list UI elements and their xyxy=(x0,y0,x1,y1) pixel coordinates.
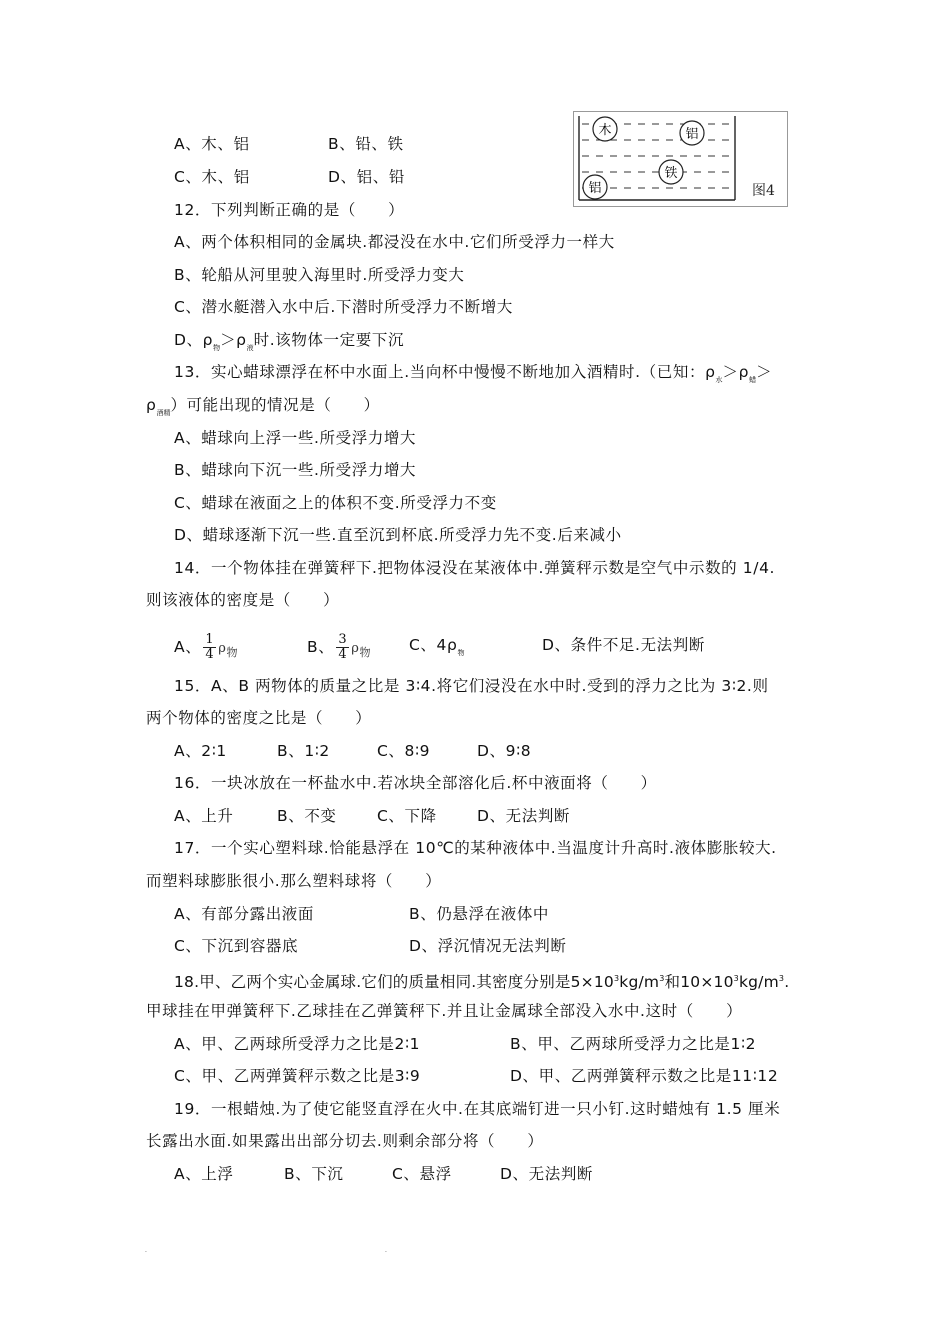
q11-option-b: B、铅、铁 xyxy=(328,135,404,153)
q13-option-c: C、蜡球在液面之上的体积不变.所受浮力不变 xyxy=(174,494,497,512)
q18-option-d: D、甲、乙两弹簧秤示数之比是11∶12 xyxy=(510,1067,779,1085)
q17-option-a: A、有部分露出液面 xyxy=(174,905,315,923)
ball-aluminum-top xyxy=(680,121,704,145)
q18-option-b: B、甲、乙两球所受浮力之比是1∶2 xyxy=(510,1035,757,1053)
q16-option-b: B、不变 xyxy=(277,807,337,825)
q12-option-c: C、潜水艇潜入水中后.下潜时所受浮力不断增大 xyxy=(174,298,513,316)
q19-option-c: C、悬浮 xyxy=(392,1165,452,1183)
q13-option-b: B、蜡球向下沉一些.所受浮力增大 xyxy=(174,461,417,479)
q18-option-a: A、甲、乙两球所受浮力之比是2∶1 xyxy=(174,1035,421,1053)
q12-option-d: D、$\rho_物>\rho_液$时.该物体一定要下沉 xyxy=(174,331,405,352)
q13-stem-line2: $\rho_{酒精}$）可能出现的情况是（ ） xyxy=(146,396,380,417)
q15-option-c: C、8∶9 xyxy=(377,742,431,760)
q15-option-a: A、2∶1 xyxy=(174,742,227,760)
q12-stem: 12．下列判断正确的是（ ） xyxy=(174,201,405,219)
q18-stem-line1: 18.甲、乙两个实心金属球.它们的质量相同.其密度分别是$5\times 10^3kg/m^3$和$10\times 10^3kg/m^3$. xyxy=(174,973,790,992)
ball-iron xyxy=(659,160,683,184)
ball-aluminum-bottom xyxy=(583,175,607,199)
q15-option-d: D、9∶8 xyxy=(477,742,532,760)
footer-dot-left: . xyxy=(145,1247,147,1254)
q17-option-d: D、浮沉情况无法判断 xyxy=(409,937,567,955)
q15-stem-line2: 两个物体的密度之比是（ ） xyxy=(146,709,372,727)
q14-option-d: D、条件不足.无法判断 xyxy=(542,636,705,654)
q14-option-a: A、 $\frac{1}{4}$ $\rho_物$ xyxy=(174,632,239,662)
svg-text:木: 木 xyxy=(598,123,612,138)
q13-option-a: A、蜡球向上浮一些.所受浮力增大 xyxy=(174,429,417,447)
q17-stem-line1: 17．一个实心塑料球.恰能悬浮在 10℃的某种液体中.当温度计升高时.液体膨胀较大. xyxy=(174,839,777,857)
q17-option-c: C、下沉到容器底 xyxy=(174,937,299,955)
q17-option-b: B、仍悬浮在液体中 xyxy=(409,905,550,923)
q18-stem-line2: 甲球挂在甲弹簧秤下.乙球挂在乙弹簧秤下.并且让金属球全部没入水中.这时（ ） xyxy=(146,1002,743,1020)
q15-option-b: B、1∶2 xyxy=(277,742,330,760)
ball-wood xyxy=(593,117,617,141)
q19-option-a: A、上浮 xyxy=(174,1165,234,1183)
q13-stem-line1: 13．实心蜡球漂浮在杯中水面上.当向杯中慢慢不断地加入酒精时.（已知：$\rho_水>\rho_蜡>$ xyxy=(174,363,773,384)
q12-option-b: B、轮船从河里驶入海里时.所受浮力变大 xyxy=(174,266,465,284)
q13-option-d: D、蜡球逐渐下沉一些.直至沉到杯底.所受浮力先不变.后来减小 xyxy=(174,526,622,544)
q16-option-d: D、无法判断 xyxy=(477,807,571,825)
q14-stem-line2: 则该液体的密度是（ ） xyxy=(146,591,340,609)
q19-stem-line1: 19．一根蜡烛.为了使它能竖直浮在火中.在其底端钉进一只小钉.这时蜡烛有 1.5 厘米 xyxy=(174,1100,781,1118)
q14-option-b: B、 $\frac{3}{4}$ $\rho_物$ xyxy=(307,632,372,662)
q11-option-c: C、木、铝 xyxy=(174,168,250,186)
q17-stem-line2: 而塑料球膨胀很小.那么塑料球将（ ） xyxy=(146,872,442,890)
q18-option-c: C、甲、乙两弹簧秤示数之比是3∶9 xyxy=(174,1067,421,1085)
liquid-container-diagram xyxy=(574,112,787,206)
q12-option-a: A、两个体积相同的金属块.都浸没在水中.它们所受浮力一样大 xyxy=(174,233,615,251)
fraction-three-quarters: $\frac{3}{4}$ xyxy=(338,632,348,662)
footer-dot-right: . xyxy=(385,1247,387,1254)
q19-stem-line2: 长露出水面.如果露出出部分切去.则剩余部分将（ ） xyxy=(146,1132,544,1150)
q19-option-b: B、下沉 xyxy=(284,1165,344,1183)
figure-4 xyxy=(573,111,788,207)
q16-option-a: A、上升 xyxy=(174,807,234,825)
q15-stem-line1: 15．A、B 两物体的质量之比是 3∶4.将它们浸没在水中时.受到的浮力之比为 3∶2.则 xyxy=(174,677,769,695)
q14-stem-line1: 14．一个物体挂在弹簧秤下.把物体浸没在某液体中.弹簧秤示数是空气中示数的 1/4. xyxy=(174,559,776,577)
q19-option-d: D、无法判断 xyxy=(500,1165,594,1183)
q16-stem: 16．一块冰放在一杯盐水中.若冰块全部溶化后.杯中液面将（ ） xyxy=(174,774,657,792)
q16-option-c: C、下降 xyxy=(377,807,437,825)
svg-text:铝: 铝 xyxy=(685,127,699,142)
fraction-one-quarter: $\frac{1}{4}$ xyxy=(205,632,215,662)
figure-label: 图4 xyxy=(752,183,775,199)
q11-option-a: A、木、铝 xyxy=(174,135,250,153)
svg-text:铝: 铝 xyxy=(588,181,602,196)
q14-option-c: C、$4\rho_物$ xyxy=(409,636,465,657)
q11-option-d: D、铝、铅 xyxy=(328,168,405,186)
svg-text:铁: 铁 xyxy=(664,166,678,181)
